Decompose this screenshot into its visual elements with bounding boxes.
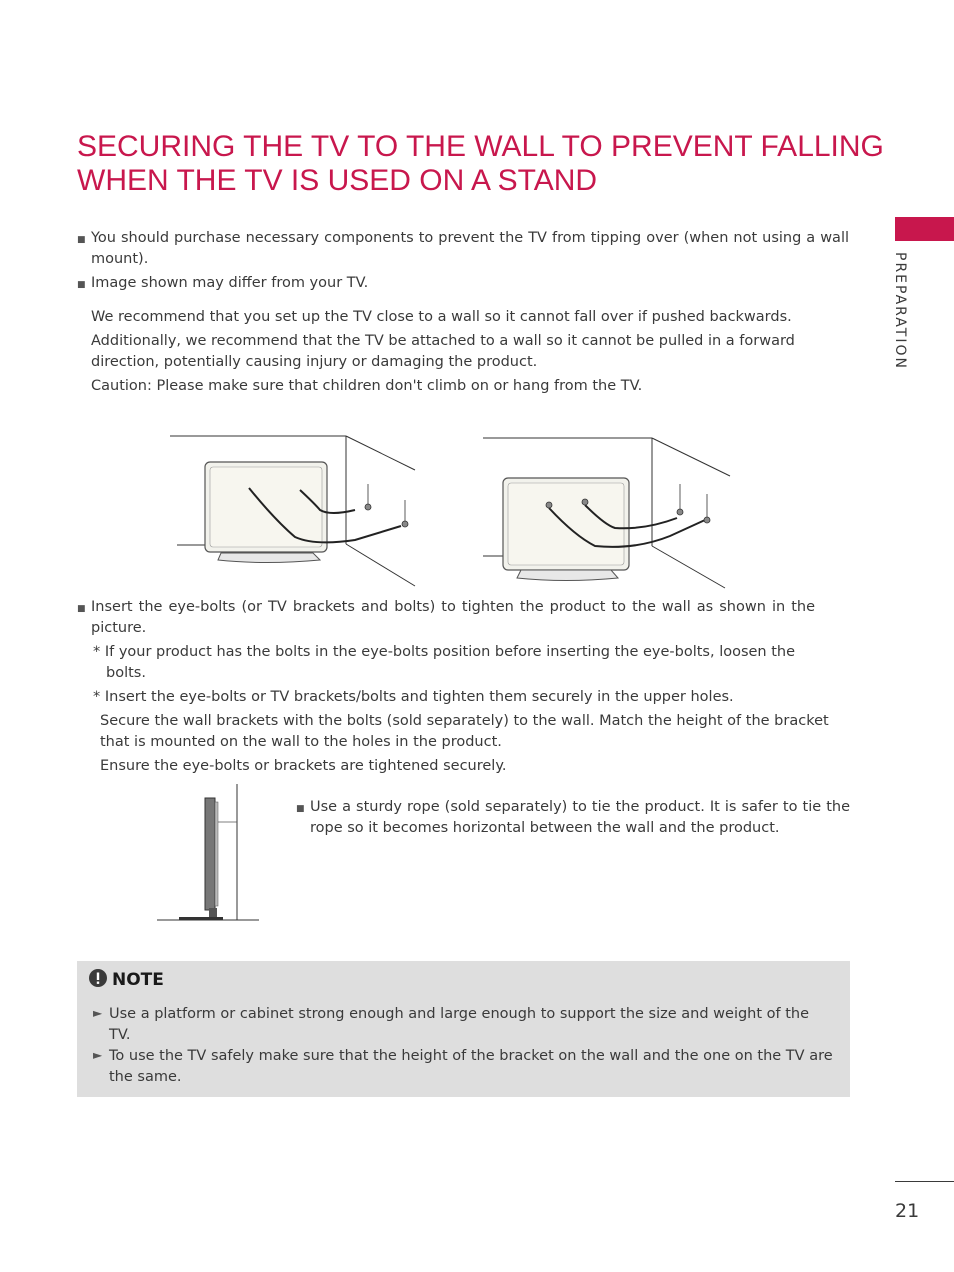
secure-paragraph-2: Ensure the eye-bolts or brackets are tightened securely. [100, 758, 507, 774]
rope-bullet: Use a sturdy rope (sold separately) to tie the product. It is safer to tie the rope so it becomes horizontal between the wall and the product. [310, 799, 850, 836]
note-item-1: Use a platform or cabinet strong enough and large enough to support the size and weight of the TV. [109, 1006, 810, 1043]
section-label: PREPARATION [892, 252, 908, 370]
left-bolts [365, 484, 408, 527]
page-title [77, 130, 884, 198]
intro-bullet-2: Image shown may differ from your TV. [91, 275, 369, 291]
eye-bolt-illustration [165, 432, 745, 592]
title-line-1: SECURING THE TV TO THE WALL TO PREVENT FALLING [77, 130, 884, 163]
page-number: 21 [895, 1200, 920, 1222]
square-bullet-icon: ■ [77, 235, 86, 245]
triangle-arrow-icon: ► [93, 1006, 103, 1020]
side-view-illustration [155, 782, 263, 924]
square-bullet-icon: ■ [296, 804, 305, 814]
note-item-2: To use the TV safely make sure that the height of the bracket on the wall and the one on the TV are the same. [109, 1048, 833, 1085]
insert-bullet: Insert the eye-bolts (or TV brackets and bolts) to tighten the product to the wall as shown in the picture. [91, 599, 815, 636]
asterisk-note-1: * If your product has the bolts in the eye-bolts position before inserting the eye-bolts, loosen the bolts. [93, 644, 796, 681]
asterisk-note-2: * Insert the eye-bolts or TV brackets/bolts and tighten them securely in the upper holes. [93, 689, 734, 705]
footer-divider [895, 1181, 954, 1182]
paragraph-2: Additionally, we recommend that the TV be attached to a wall so it cannot be pulled in a forward direction, potentially causing injury or damaging the product. [91, 333, 795, 370]
note-title: NOTE [112, 970, 164, 990]
right-tv [503, 478, 629, 581]
square-bullet-icon: ■ [77, 604, 86, 614]
section-tab [895, 217, 954, 241]
intro-bullet-1: You should purchase necessary components to prevent the TV from tipping over (when not using a wall mount). [91, 230, 849, 267]
left-tv [205, 462, 327, 563]
title-line-2: WHEN THE TV IS USED ON A STAND [77, 164, 598, 197]
paragraph-3: Caution: Please make sure that children don't climb on or hang from the TV. [91, 378, 643, 394]
exclamation-icon [89, 969, 107, 987]
secure-paragraph-1: Secure the wall brackets with the bolts (sold separately) to the wall. Match the height of the bracket that is mounted on the wall to the holes in the product. [100, 713, 829, 750]
triangle-arrow-icon: ► [93, 1048, 103, 1062]
paragraph-1: We recommend that you set up the TV close to a wall so it cannot fall over if pushed backwards. [91, 309, 792, 325]
square-bullet-icon: ■ [77, 280, 86, 290]
